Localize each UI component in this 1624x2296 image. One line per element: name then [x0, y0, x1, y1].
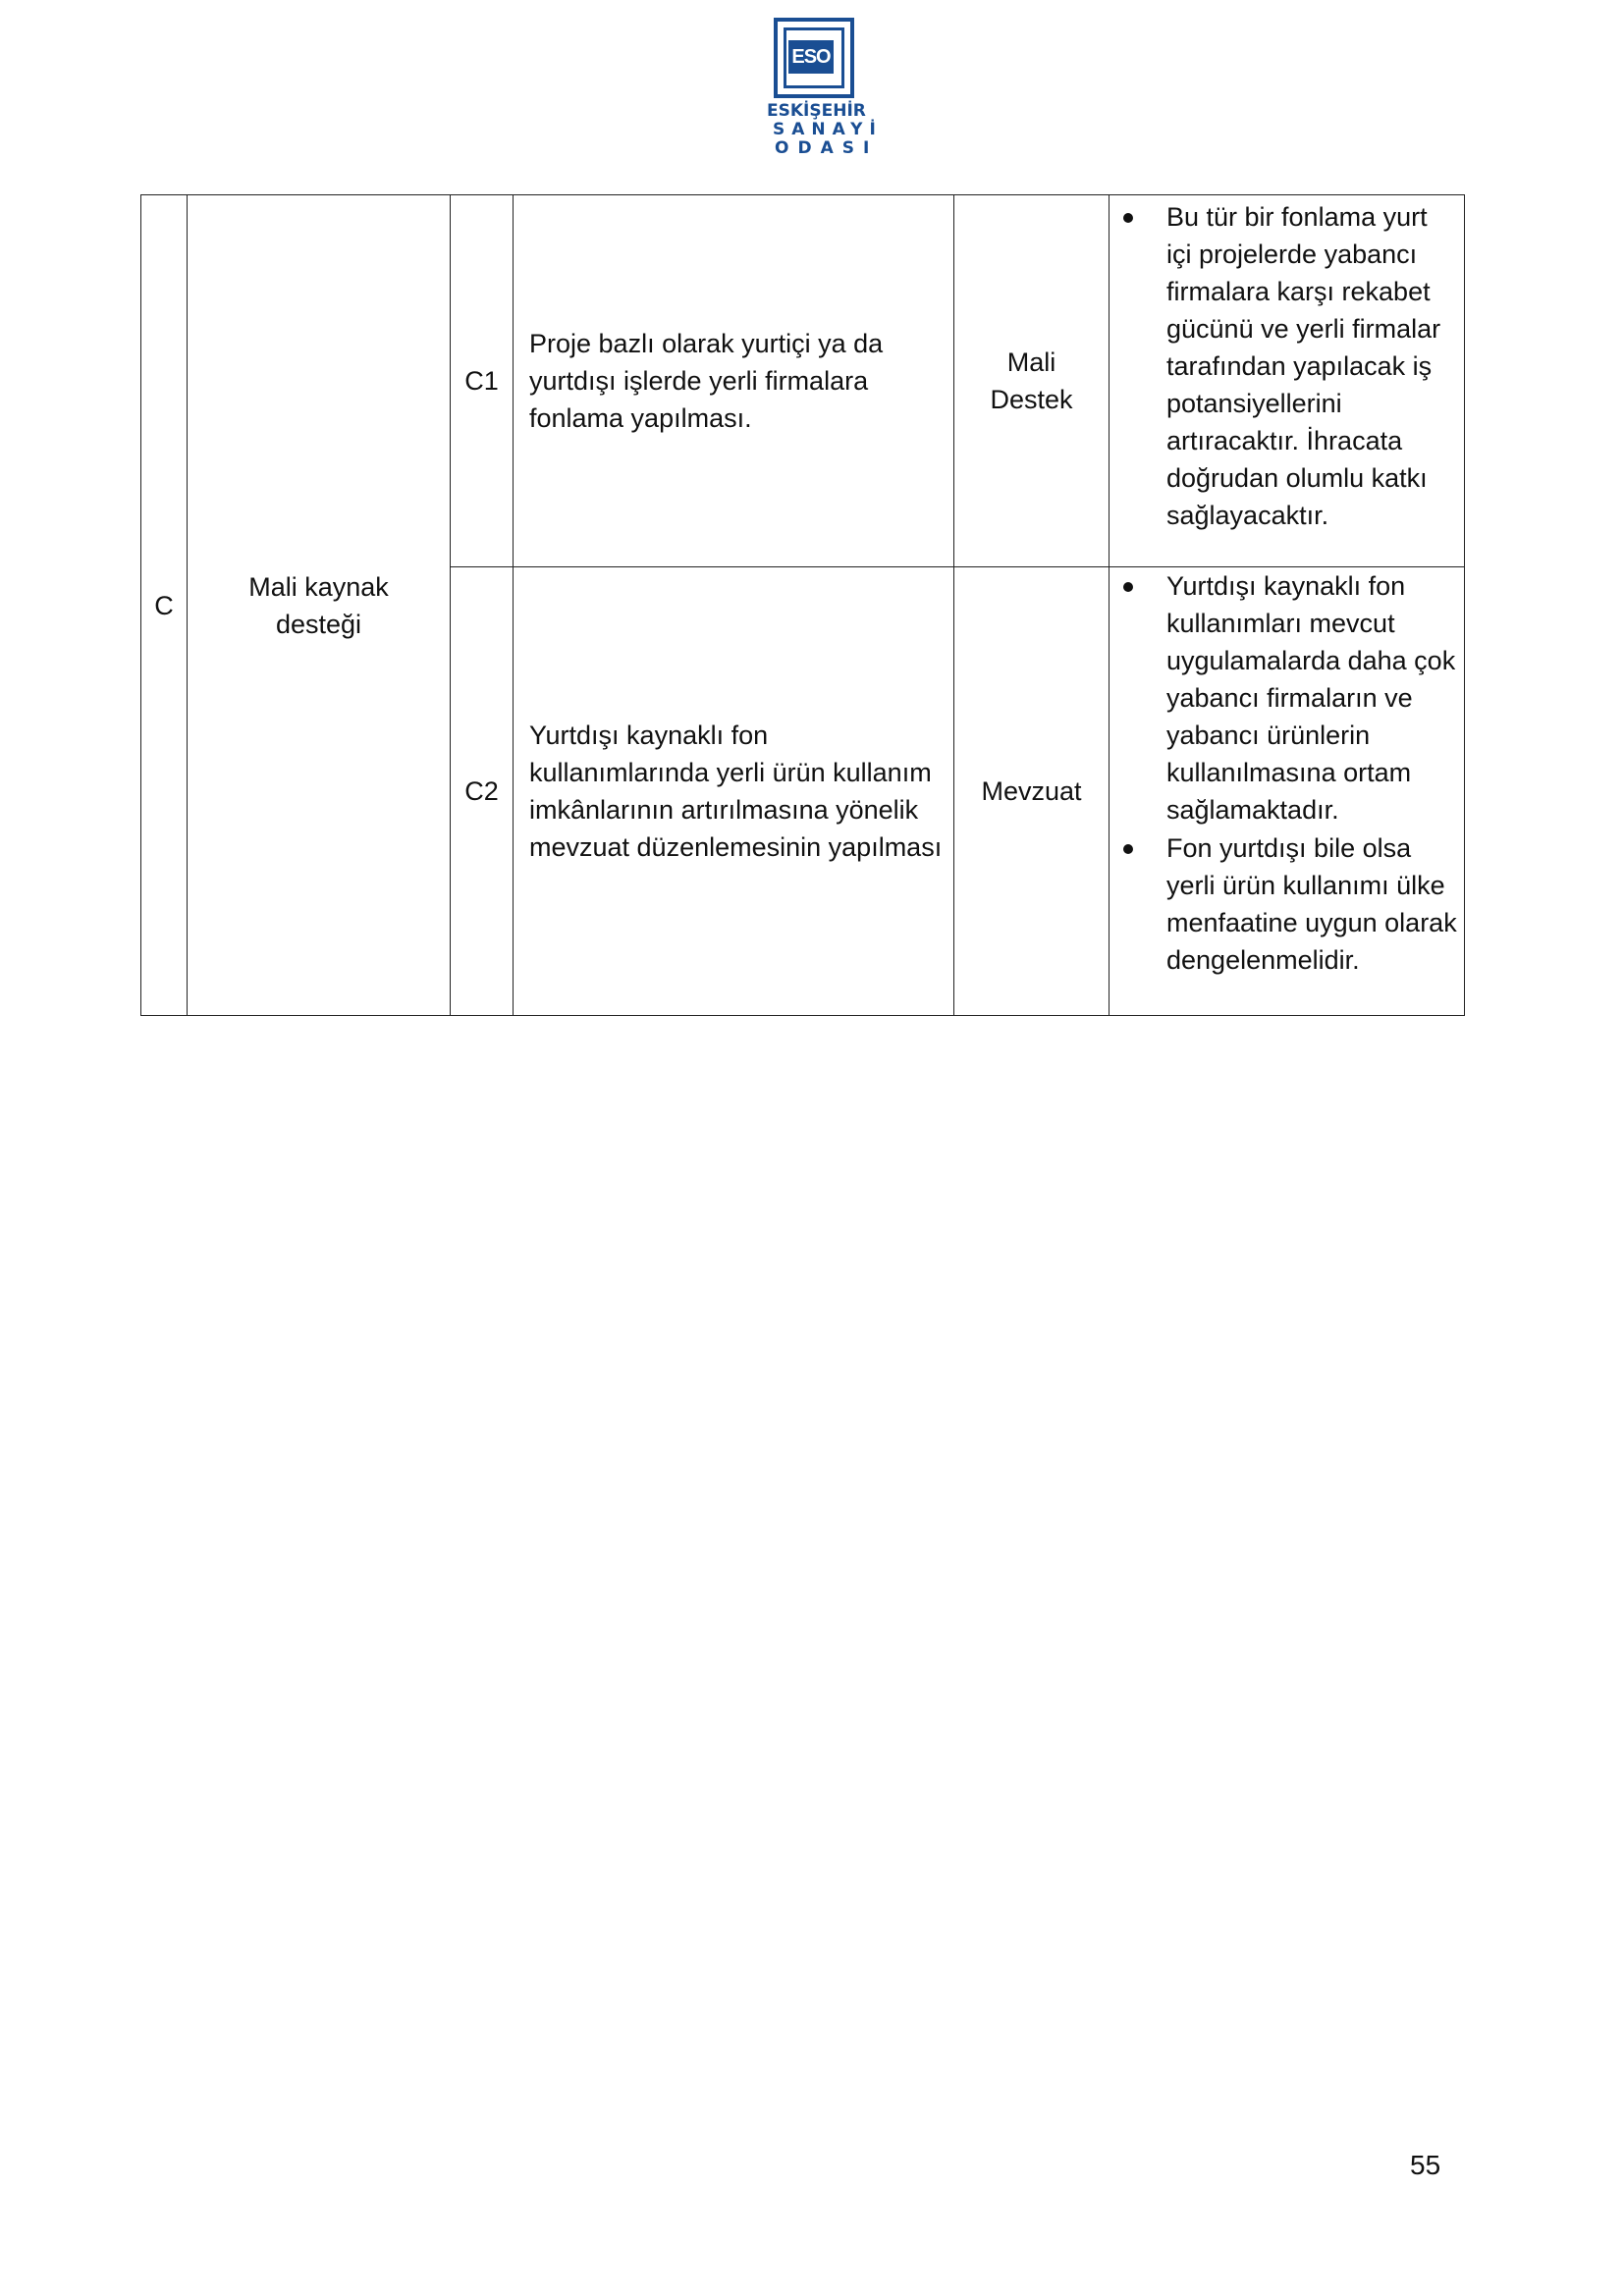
- row-description-cell: Proje bazlı olarak yurtiçi ya da yurtdışı işlerde yerli firmalara fonlama yapılması.: [514, 195, 954, 567]
- notes-list: [1110, 567, 1464, 979]
- row-notes-cell: [1110, 195, 1465, 567]
- note-text: Fon yurtdışı bile olsa yerli ürün kullanımı ülke menfaatine uygun olarak dengelenmelidir.: [1166, 833, 1457, 975]
- row-code-cell: C1: [451, 195, 514, 567]
- group-id-cell: C: [141, 195, 188, 1016]
- note-text: Bu tür bir fonlama yurt içi projelerde yabancı firmalara karşı rekabet gücünü ve yerli firmalar tarafından yapılacak iş potansiyellerini artıracaktır. İhracata doğrudan olumlu katkı sağlayacaktır.: [1166, 202, 1441, 530]
- bullet-icon: [1123, 213, 1133, 223]
- table-row: [141, 195, 1465, 567]
- logo-wordmark: [767, 101, 883, 158]
- eso-logo-mark: [774, 18, 854, 98]
- page-number: 55: [1410, 2150, 1441, 2180]
- bullet-icon: [1123, 844, 1133, 854]
- list-item: [1110, 567, 1464, 828]
- logo-box-text: ESO: [788, 40, 834, 74]
- group-name-cell: [188, 195, 451, 1016]
- row-notes-cell: [1110, 567, 1465, 1016]
- group-name: Mali kaynak desteği: [248, 571, 389, 639]
- list-item: [1110, 829, 1464, 979]
- measures-table: [140, 194, 1465, 1016]
- row-type-cell: Mevzuat: [954, 567, 1110, 1016]
- logo-line-3: ODASI: [775, 138, 879, 158]
- notes-list: [1110, 198, 1464, 534]
- note-text: Yurtdışı kaynaklı fon kullanımları mevcut uygulamalarda daha çok yabancı firmaların ve yabancı ürünlerin kullanılmasına ortam sağlamaktadır.: [1166, 571, 1456, 825]
- list-item: [1110, 198, 1464, 534]
- eso-logo: [767, 18, 883, 167]
- bullet-icon: [1123, 582, 1133, 592]
- logo-line-1: ESKİŞEHİR: [767, 101, 866, 121]
- row-code-cell: C2: [451, 567, 514, 1016]
- row-description-cell: Yurtdışı kaynaklı fon kullanımlarında yerli ürün kullanım imkânlarının artırılmasına yönelik mevzuat düzenlemesinin yapılması: [514, 567, 954, 1016]
- logo-line-2: SANAYİ: [773, 120, 883, 139]
- row-type: Mali Destek: [990, 347, 1073, 414]
- row-type-cell: [954, 195, 1110, 567]
